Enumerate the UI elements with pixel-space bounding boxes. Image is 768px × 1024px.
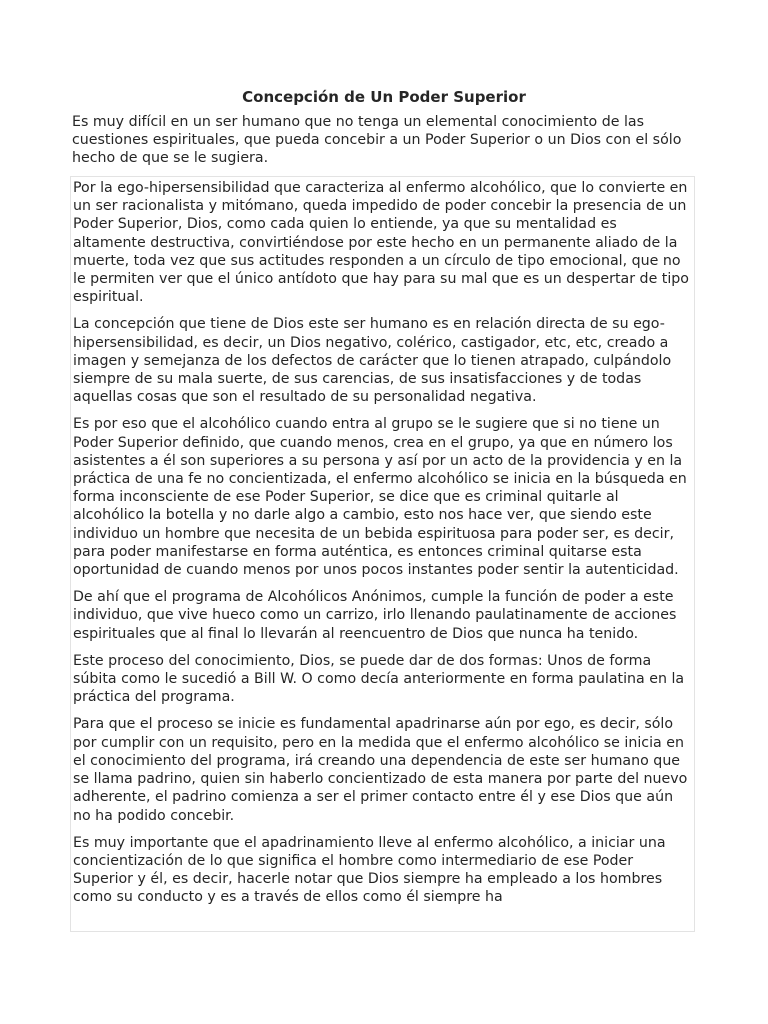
body-paragraph-2: La concepción que tiene de Dios este ser humano es en relación directa de su ego- hipersensibilidad, es decir, un Dios negativo, colérico, castigador, etc, etc, creado a imagen y semejanza de los defectos de carácter que lo tienen atrapado, culpándolo siempre de su mala suerte, de sus carencias, de sus insatisfacciones y de todas aquellas cosas que son el resultado de su personalidad negativa. bbox=[73, 316, 672, 406]
body-paragraph-6: Para que el proceso se inicie es fundamental apadrinarse aún por ego, es decir, sólo por cumplir con un requisito, pero en la medida que el enfermo alcohólico se inicia en el conocimiento del programa, irá creando una dependencia de este ser humano que se llama padrino, quien sin haberlo concientizado de esta manera por parte del nuevo adherente, el padrino comienza a ser el primer contacto entre él y ese Dios que aún no ha podido concebir. bbox=[73, 716, 688, 824]
body-paragraph-7: Es muy importante que el apadrinamiento lleve al enfermo alcohólico, a iniciar una concientización de lo que significa el hombre como intermediario de ese Poder Superior y él, es decir, hacerle notar que Dios siempre ha empleado a los hombres como su conducto y es a través de ellos como él siempre ha bbox=[73, 834, 666, 906]
body-paragraph-1: Por la ego-hipersensibilidad que caracteriza al enfermo alcohólico, que lo convierte en un ser racionalista y mitómano, queda impedido de poder concebir la presencia de un Poder Superior, Dios, como cada quien lo entiende, ya que su mentalidad es altamente destructiva, convirtiéndose por este hecho en un permanente aliado de la muerte, toda vez que sus actitudes responden a un círculo de tipo emocional, que no le permiten ver que el único antídoto que hay para su mal que es un despertar de tipo espiritual. bbox=[73, 180, 689, 306]
intro-paragraph: Es muy difícil en un ser humano que no tenga un elemental conocimiento de las cuestiones espirituales, que pueda concebir a un Poder Superior o un Dios con el sólo hecho de que se le sugiera. bbox=[72, 114, 682, 167]
body-paragraph-3: Es por eso que el alcohólico cuando entra al grupo se le sugiere que si no tiene un Poder Superior definido, que cuando menos, crea en el grupo, ya que en número los asistentes a él son superiores a su persona y así por un acto de la providencia y en la práctica de una fe no concientizada, el enfermo alcohólico se inicia en la búsqueda en forma inconsciente de ese Poder Superior, se dice que es criminal quitarle al alcohólico la botella y no darle algo a cambio, esto nos hace ver, que siendo este individuo un hombre que necesita de un bebida espirituosa para poder ser, es decir, para poder manifestarse en forma auténtica, es entonces criminal quitarse esta oportunidad de cuando menos por unos pocos instantes poder sentir la autenticidad. bbox=[73, 416, 687, 579]
document-title: Concepción de Un Poder Superior bbox=[242, 88, 526, 106]
body-paragraph-5: Este proceso del conocimiento, Dios, se puede dar de dos formas: Unos de forma súbita como le sucedió a Bill W. O como decía anteriormente en forma paulatina en la práctica del programa. bbox=[73, 652, 685, 706]
body-paragraph-4: De ahí que el programa de Alcohólicos Anónimos, cumple la función de poder a este individuo, que vive hueco como un carrizo, irlo llenando paulatinamente de acciones espirituales que al final lo llevarán al reencuentro de Dios que nunca ha tenido. bbox=[73, 589, 677, 642]
document-body bbox=[70, 176, 695, 932]
